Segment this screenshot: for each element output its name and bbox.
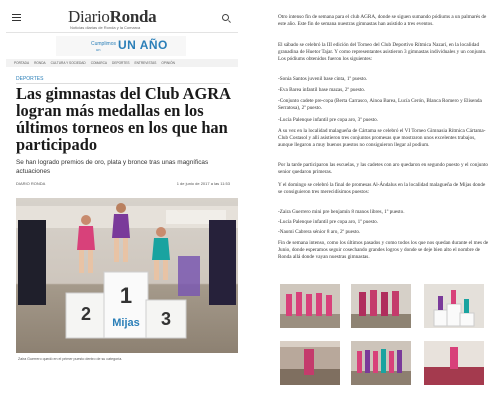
nav-opinion[interactable]: OPINIÓN [161,61,175,65]
thumb-group-stage [351,341,411,385]
podium-number-1: 1 [119,283,133,308]
nav-portada[interactable]: PORTADA [14,61,30,65]
paragraph: A su vez en la localidad malagueña de Cártama se celebró el VI Torneo Gimnasia Rítmica Cártama-Club Costasol y allí asistieron tres conjuntos promesas que mostraron unos excelentes trabajos, aunque llegaron a muy buenos puestos no consiguieron llegar al podium. [278,128,486,148]
thumb-podium [424,284,484,328]
gallery-thumbnail[interactable] [351,284,411,328]
nav-entrevistas[interactable]: ENTREVISTAS [134,61,157,65]
article-photo[interactable] [16,198,238,353]
site-logo[interactable] [68,7,156,27]
article-headline: Las gimnastas del Club AGRA logran más medallas en los últimos torneos en los que han participado [16,84,231,154]
gallery-thumbnail[interactable] [424,341,484,385]
nav-comarca[interactable]: COMARCA [90,61,108,65]
podium-number-2: 2 [80,304,92,324]
thumb-gymnasts-lineup [280,284,340,328]
podium-scene [16,198,238,353]
gallery-thumbnail[interactable] [424,284,484,328]
gallery-thumbnail[interactable] [280,341,340,385]
gallery-thumbnail[interactable] [351,341,411,385]
photo-caption: Zaira Guerrero quedó en el primer puesto dentro de su categoría. [18,357,123,361]
banner-line-1: Cumplimos [91,41,117,47]
paragraph: El sábado se celebró la III edición del Torneo del Club Deportivo Rítmica Nazarí, en la localidad granadina de Huetor Tajar. Y como representantes asistieron 3 gimnastas individuales y un conjunto. Los pódiums obtenidos fueron los siguientes: [278,42,487,62]
news-page [6,3,238,393]
site-tagline: Noticias diarias de Ronda y la Comarca [70,25,141,30]
banner-line-3: UN AÑO [118,38,168,52]
main-nav [6,59,238,67]
podium-sponsor-logo: Mijas [112,317,140,329]
podium-number-3: 3 [160,309,172,329]
promo-banner-left [18,220,46,305]
article-author: DIARIO RONDA [16,181,46,186]
gymnast-right [152,227,170,280]
thumb-hall-portrait [280,341,340,385]
thumb-gym-floor [424,341,484,385]
paragraph: Por la tarde participaron las escuelas, y las cadetes con aro quedaron en segundo puesto y el conjunto senior quedaron primeras. [278,162,489,175]
gallery-thumbnail[interactable] [280,284,340,328]
search-icon[interactable] [222,14,229,21]
menu-icon[interactable] [12,14,21,21]
logo-regular: Diario [68,7,110,26]
promo-banner-right [209,220,236,305]
paragraph: -Sonia Santos juvenil base cinta, 1º puesto. [278,76,368,82]
anniversary-banner[interactable] [56,36,186,56]
nav-cultura[interactable]: CULTURA Y SOCIEDAD [50,61,86,65]
paragraph: -Lucía Palenque infantil pre copa aro, 1º puesto. [278,219,378,225]
paragraph: -Lucía Palenque infantil pre copa aro, 3º puesto. [278,117,378,123]
nav-deportes[interactable]: DEPORTES [112,61,130,65]
thumb-team-photo [351,284,411,328]
paragraph: Y el domingo se celebró la final de promesas Al-Ándalus en la localidad malagueña de Mijas donde se consiguieron tres merecidísimos puestos: [278,182,486,195]
article-subtitle: Se han logrado premios de oro, plata y bronce tras unas magníficas actuaciones [16,159,209,175]
paragraph: -Conjunto cadete pre-copa (Berta Carrasco, Ainoa Barea, Lucía Cerón, Blanca Romero y Elisenda Serratosa), 2º puesto. [278,98,482,111]
banner-line-2: un [96,47,101,52]
article-body [278,14,498,400]
paragraph: Otro intenso fin de semana para el club AGRA, donde se siguen sumando pódiums a un palmarés de este año. Este fin de semana nuestras gimnastas han asistido a tres eventos. [278,14,487,27]
paragraph: -Naomi Cabrera sénior 8 aro, 2º puesto. [278,229,361,235]
paragraph: -Zaira Guerrero mini pre benjamín 8 manos libres, 1º puesto. [278,209,405,215]
masthead [6,3,238,33]
paragraph: -Eva Barea infantil base mazas, 2º puesto. [278,87,366,93]
article-date: 1 de junio de 2017 a las 11:53 [176,181,230,186]
nav-ronda[interactable]: RONDA [34,61,46,65]
section-label[interactable]: DEPORTES [16,76,44,82]
logo-bold: Ronda [109,7,157,26]
paragraph: Fin de semana intenso, como los últimos pasados y como todos los que nos quedan durante el mes de Junio, donde esperamos seguir cosechando grandes logros y donde se deje bien alto el nombre de Ronda allá donde vayan nuestras gimnastas. [278,240,489,260]
